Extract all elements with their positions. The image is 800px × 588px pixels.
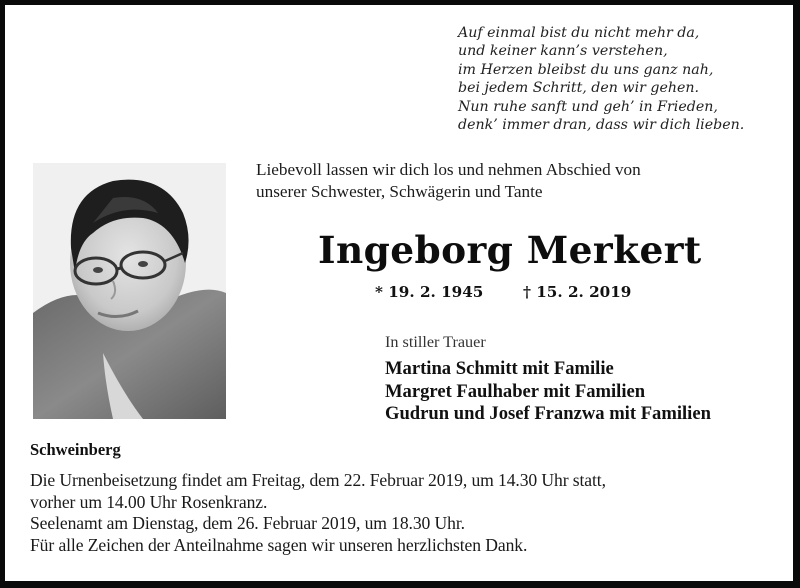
poem [458,24,744,134]
mourning-heading: In stiller Trauer [385,333,486,351]
poem-line: im Herzen bleibst du uns ganz nah, [458,61,714,78]
location: Schweinberg [30,440,121,459]
intro-line: unserer Schwester, Schwägerin und Tante [256,181,543,201]
poem-line: und keiner kann’s verstehen, [458,43,668,60]
deceased-name: Ingeborg Merkert [318,228,702,272]
portrait-image [33,163,226,419]
details-line: Seelenamt am Dienstag, dem 26. Februar 2019, um 18.30 Uhr. [30,513,465,533]
poem-line: bei jedem Schritt, den wir gehen. [458,80,700,97]
details-line: Für alle Zeichen der Anteilnahme sagen wir unseren herzlichsten Dank. [30,534,528,555]
mourner: Gudrun und Josef Franzwa mit Familien [385,403,711,424]
portrait-photo [33,163,226,419]
mourner: Martina Schmitt mit Familie [385,358,614,379]
details-line: vorher um 14.00 Uhr Rosenkranz. [30,491,268,512]
birth-date: * 19. 2. 1945 [375,283,484,301]
death-date: † 15. 2. 2019 [523,283,632,301]
poem-line: Nun ruhe sanft und geh’ in Frieden, [458,98,718,115]
service-details [30,470,606,556]
intro-line: Liebevoll lassen wir dich los und nehmen Abschied von [256,160,641,179]
poem-line: Auf einmal bist du nicht mehr da, [458,25,700,41]
intro-text [256,159,641,202]
poem-line: denk’ immer dran, dass wir dich lieben. [458,117,745,134]
details-line: Die Urnenbeisetzung findet am Freitag, dem 22. Februar 2019, um 14.30 Uhr statt, [30,470,606,490]
mourners-list [385,358,711,426]
mourner: Margret Faulhaber mit Familien [385,380,646,402]
